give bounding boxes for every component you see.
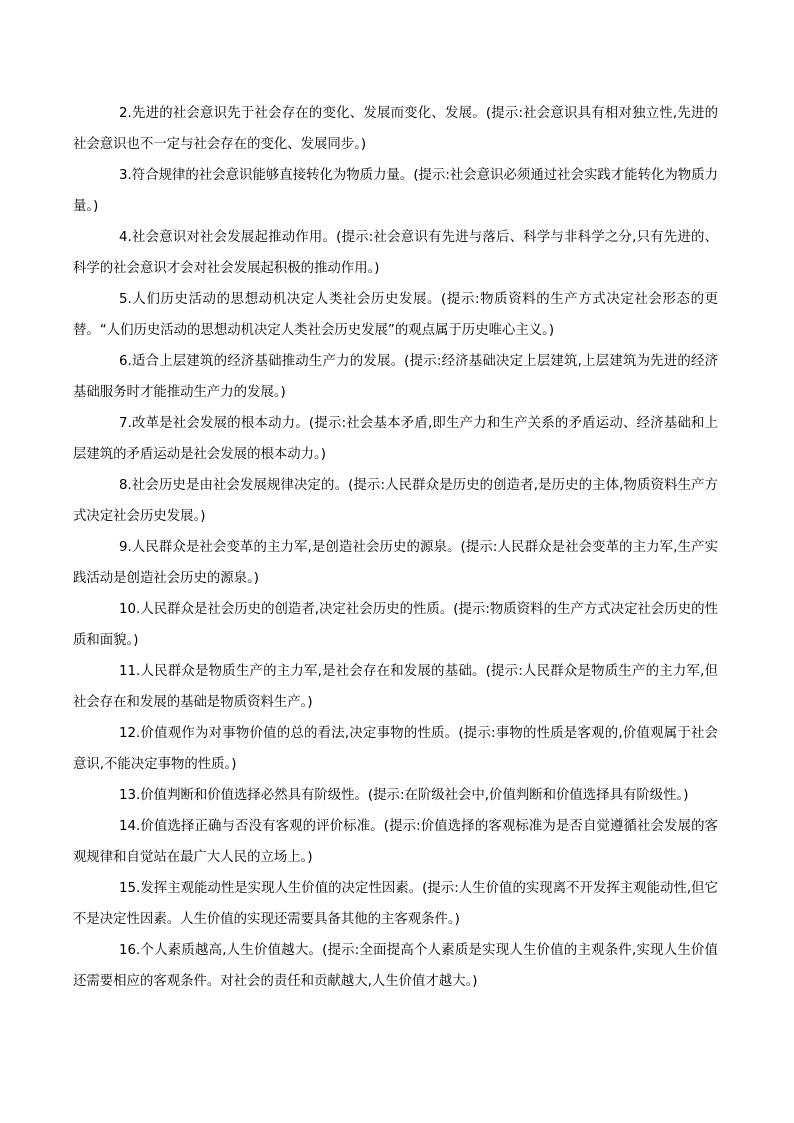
document-body xyxy=(73,98,718,997)
list-item: 15.发挥主观能动性是实现人生价值的决定性因素。(提示:人生价值的实现离不开发挥主观能动性,但它不是决定性因素。人生价值的实现还需要具备其他的主客观条件。) xyxy=(73,881,718,927)
list-item: 8.社会历史是由社会发展规律决定的。(提示:人民群众是历史的创造者,是历史的主体,物质资料生产方式决定社会历史发展。) xyxy=(73,478,718,524)
list-item: 2.先进的社会意识先于社会存在的变化、发展而变化、发展。(提示:社会意识具有相对独立性,先进的社会意识也不一定与社会存在的变化、发展同步。) xyxy=(73,106,718,152)
list-item: 7.改革是社会发展的根本动力。(提示:社会基本矛盾,即生产力和生产关系的矛盾运动、经济基础和上层建筑的矛盾运动是社会发展的根本动力。) xyxy=(73,416,718,462)
list-item: 16.个人素质越高,人生价值越大。(提示:全面提高个人素质是实现人生价值的主观条件,实现人生价值还需要相应的客观条件。对社会的责任和贡献越大,人生价值才越大。) xyxy=(73,943,718,989)
list-item: 10.人民群众是社会历史的创造者,决定社会历史的性质。(提示:物质资料的生产方式决定社会历史的性质和面貌。) xyxy=(73,602,718,648)
list-item: 9.人民群众是社会变革的主力军,是创造社会历史的源泉。(提示:人民群众是社会变革的主力军,生产实践活动是创造社会历史的源泉。) xyxy=(73,540,718,586)
list-item: 4.社会意识对社会发展起推动作用。(提示:社会意识有先进与落后、科学与非科学之分,只有先进的、科学的社会意识才会对社会发展起积极的推动作用。) xyxy=(73,230,718,276)
list-item: 5.人们历史活动的思想动机决定人类社会历史发展。(提示:物质资料的生产方式决定社会形态的更替。“人们历史活动的思想动机决定人类社会历史发展”的观点属于历史唯心主义。) xyxy=(73,292,718,338)
list-item: 12.价值观作为对事物价值的总的看法,决定事物的性质。(提示:事物的性质是客观的,价值观属于社会意识,不能决定事物的性质。) xyxy=(73,726,718,772)
list-item: 14.价值选择正确与否没有客观的评价标准。(提示:价值选择的客观标准为是否自觉遵循社会发展的客观规律和自觉站在最广大人民的立场上。) xyxy=(73,819,718,865)
list-item: 6.适合上层建筑的经济基础推动生产力的发展。(提示:经济基础决定上层建筑,上层建筑为先进的经济基础服务时才能推动生产力的发展。) xyxy=(73,354,718,400)
list-item: 13.价值判断和价值选择必然具有阶级性。(提示:在阶级社会中,价值判断和价值选择具有阶级性。) xyxy=(119,788,689,803)
list-item: 11.人民群众是物质生产的主力军,是社会存在和发展的基础。(提示:人民群众是物质生产的主力军,但社会存在和发展的基础是物质资料生产。) xyxy=(73,664,718,710)
list-item: 3.符合规律的社会意识能够直接转化为物质力量。(提示:社会意识必须通过社会实践才能转化为物质力量。) xyxy=(73,168,718,214)
